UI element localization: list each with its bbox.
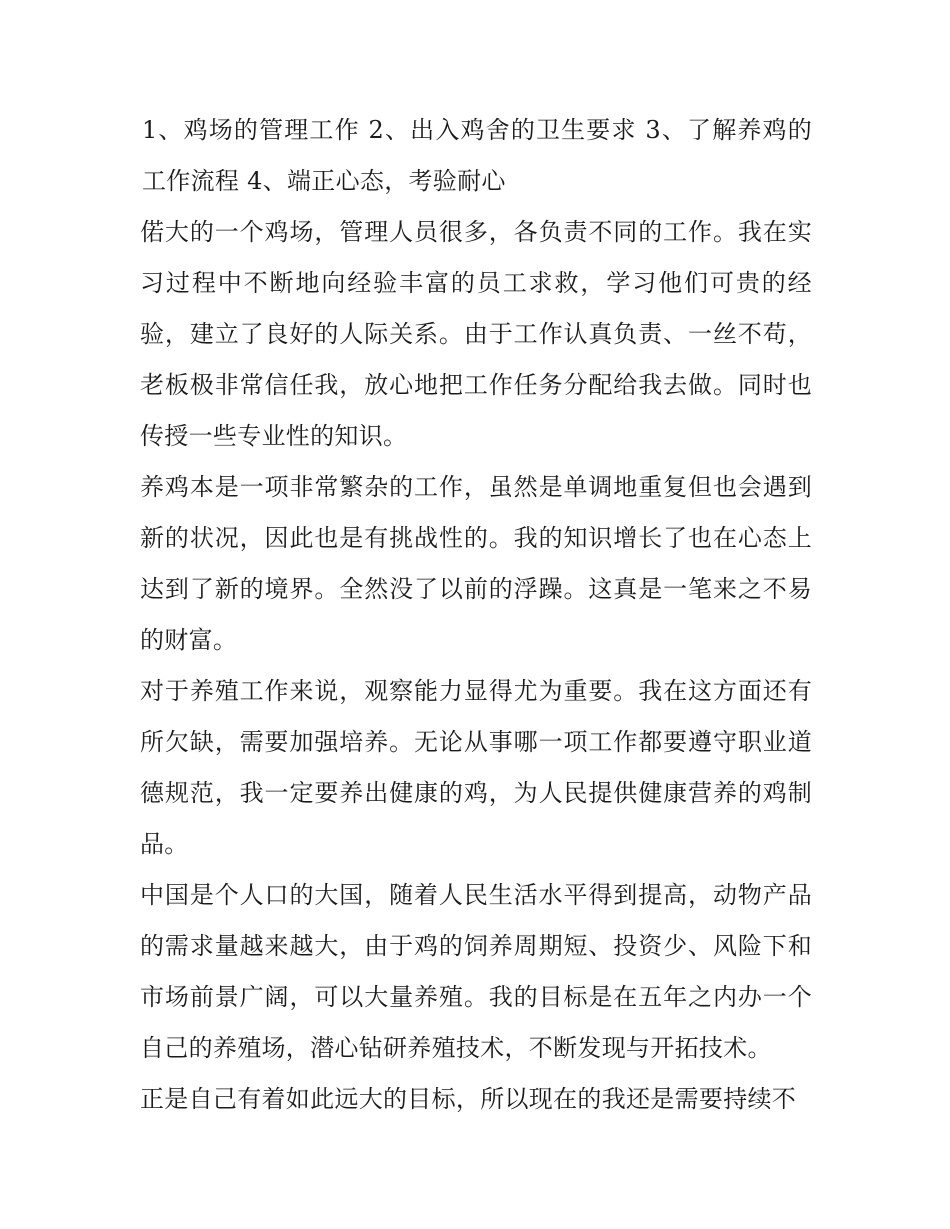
paragraph-challenge: 养鸡本是一项非常繁杂的工作，虽然是单调地重复但也会遇到新的状况，因此也是有挑战性的。我的知识增长了也在心态上达到了新的境界。全然没了以前的浮躁。这真是一笔来之不易的财富。 xyxy=(140,473,812,654)
paragraph-observation: 对于养殖工作来说，观察能力显得尤为重要。我在这方面还有所欠缺，需要加强培养。无论从事哪一项工作都要遵守职业道德规范，我一定要养出健康的鸡，为人民提供健康营养的鸡制品。 xyxy=(140,677,812,858)
document-body xyxy=(140,105,812,1125)
paragraph-goal: 中国是个人口的大国，随着人民生活水平得到提高，动物产品的需求量越来越大，由于鸡的饲养周期短、投资少、风险下和市场前景广阔，可以大量养殖。我的目标是在五年之内办一个自己的养殖场，潜心钻研养殖技术，不断发现与开拓技术。 xyxy=(140,881,812,1062)
paragraph-management: 偌大的一个鸡场，管理人员很多，各负责不同的工作。我在实习过程中不断地向经验丰富的员工求救，学习他们可贵的经验，建立了良好的人际关系。由于工作认真负责、一丝不苟，老板极非常信任我，放心地把工作任务分配给我去做。同时也传授一些专业性的知识。 xyxy=(140,218,812,450)
paragraph-continuation: 正是自己有着如此远大的目标，所以现在的我还是需要持续不 xyxy=(140,1085,797,1113)
paragraph-topics: 1、鸡场的管理工作 2、出入鸡舍的卫生要求 3、了解养鸡的工作流程 4、端正心态，考验耐心 xyxy=(142,116,812,195)
